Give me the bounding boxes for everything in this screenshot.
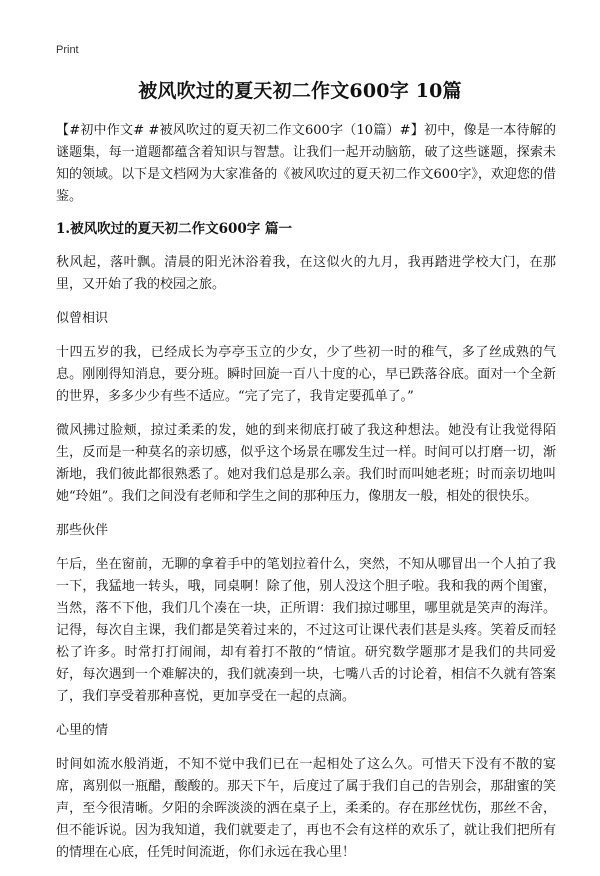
paragraph: 秋风起，落叶飘。清晨的阳光沐浴着我，在这似火的九月，我再踏进学校大门，在那里，又开始了我的校园之旅。: [56, 255, 556, 292]
subheading: 似曾相识: [56, 311, 109, 326]
page-title: 被风吹过的夏天初二作文600字 10篇: [138, 80, 462, 102]
intro-paragraph: 【#初中作文# #被风吹过的夏天初二作文600字（10篇）#】初中，像是一本待解的谜题集，每一道题都蕴含着知识与智慧。让我们一起开动脑筋，破了这些谜题，探索未知的领域。以下是文档网为大家准备的《被风吹过的夏天初二作文600字》，欢迎您的借鉴。: [56, 123, 556, 204]
print-label: Print: [56, 44, 79, 56]
section-heading: 1.被风吹过的夏天初二作文600字 篇一: [56, 221, 292, 237]
subheading: 那些伙伴: [56, 523, 109, 538]
paragraph: 时间如流水般消逝，不知不觉中我们已在一起相处了这么久。可惜天下没有不散的宴席，离别似一瓶醋，酸酸的。那天下午，后度过了属于我们自己的告别会，那甜蜜的笑声，至今很清晰。夕阳的余晖淡淡的洒在桌子上，柔柔的。存在那丝忧伤，那丝不舍，但不能诉说。因为我知道，我们就要走了，再也不会有这样的欢乐了，就让我们把所有的情埋在心底，任凭时间流逝，你们永远在我心里！: [56, 757, 556, 860]
paragraph: 微风拂过脸颊，掠过柔柔的发，她的到来彻底打破了我这种想法。她没有让我觉得陌生，反而是一种莫名的亲切感，似乎这个场景在哪发生过一样。时间可以打磨一切，渐渐地，我们彼此都很熟悉了。她对我们总是那么亲。我们时而叫她老班；时而亲切地叫她“玲姐”。我们之间没有老师和学生之间的那种压力，像朋友一般，相处的很快乐。: [56, 423, 556, 504]
subheading: 心里的情: [56, 723, 109, 738]
paragraph: 午后，坐在窗前，无聊的拿着手中的笔划拉着什么，突然，不知从哪冒出一个人拍了我一下，我猛地一转头，哦，同桌啊！除了他，别人没这个胆子啦。我和我的两个闺蜜，当然，落不下他，我们几个凑在一块，正所谓：我们掠过哪里，哪里就是笑声的海洋。记得，每次自主课，我们都是笑着过来的，不过这可让课代表们甚是头疼。笑着反而轻松了许多。时常打打闹闹，却有着打不散的“情谊。研究数学题那才是我们的共同爱好，每次遇到一个难解决的，我们就凑到一块，七嘴八舌的讨论着，相信不久就有答案了，我们享受着那种喜悦，更加享受在一起的点滴。: [56, 557, 556, 704]
paragraph: 十四五岁的我，已经成长为亭亭玉立的少女，少了些初一时的稚气，多了丝成熟的气息。刚刚得知消息，要分班。瞬时回旋一百八十度的心，早已跌落谷底。面对一个全新的世界，多多少少有些不适应。“完了完了，我肯定要孤单了。”: [56, 345, 556, 404]
article-body: [56, 120, 556, 876]
